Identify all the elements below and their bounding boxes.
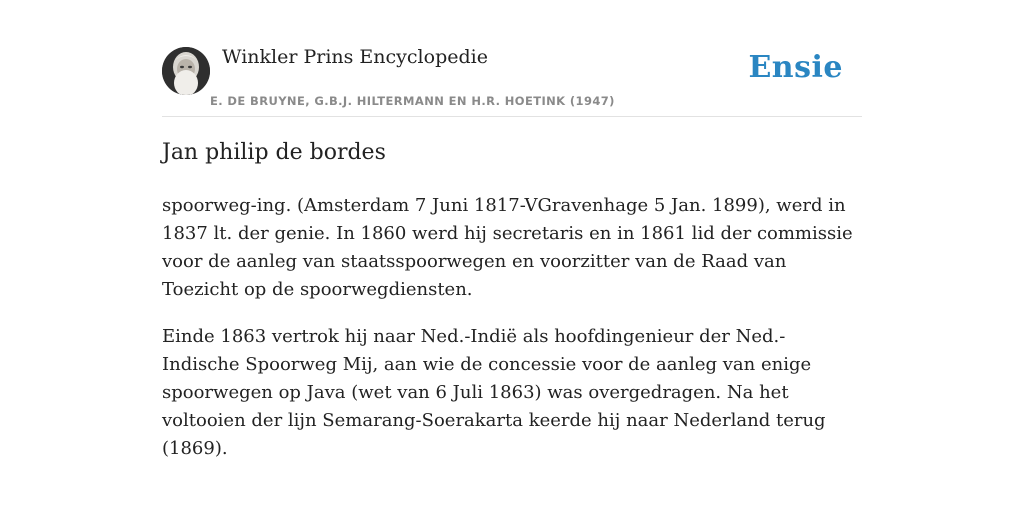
header [162, 0, 862, 117]
ensie-logo-link[interactable]: Ensie [748, 50, 843, 85]
site-title-link[interactable]: Winkler Prins Encyclopedie [222, 46, 488, 68]
article-body [162, 192, 862, 482]
article-title: Jan philip de bordes [162, 140, 386, 165]
article-paragraph: spoorweg-ing. (Amsterdam 7 Juni 1817-VGravenhage 5 Jan. 1899), werd in 1837 lt. der genie. In 1860 werd hij secretaris en in 1861 lid der commissie voor de aanleg van staatsspoorwegen en voorzitter van de Raad van Toezicht op de spoorwegdiensten. [162, 195, 853, 300]
author-avatar [162, 47, 210, 95]
bearded-portrait-icon [162, 47, 210, 95]
article-paragraph: Einde 1863 vertrok hij naar Ned.-Indië als hoofdingenieur der Ned.-Indische Spoorweg Mij, aan wie de concessie voor de aanleg van enige spoorwegen op Java (wet van 6 Juli 1863) was overgedragen. Na het voltooien der lijn Semarang-Soerakarta keerde hij naar Nederland terug (1869). [162, 326, 826, 459]
authors-subtitle: E. DE BRUYNE, G.B.J. HILTERMANN EN H.R. HOETINK (1947) [210, 94, 615, 108]
page [162, 0, 862, 459]
